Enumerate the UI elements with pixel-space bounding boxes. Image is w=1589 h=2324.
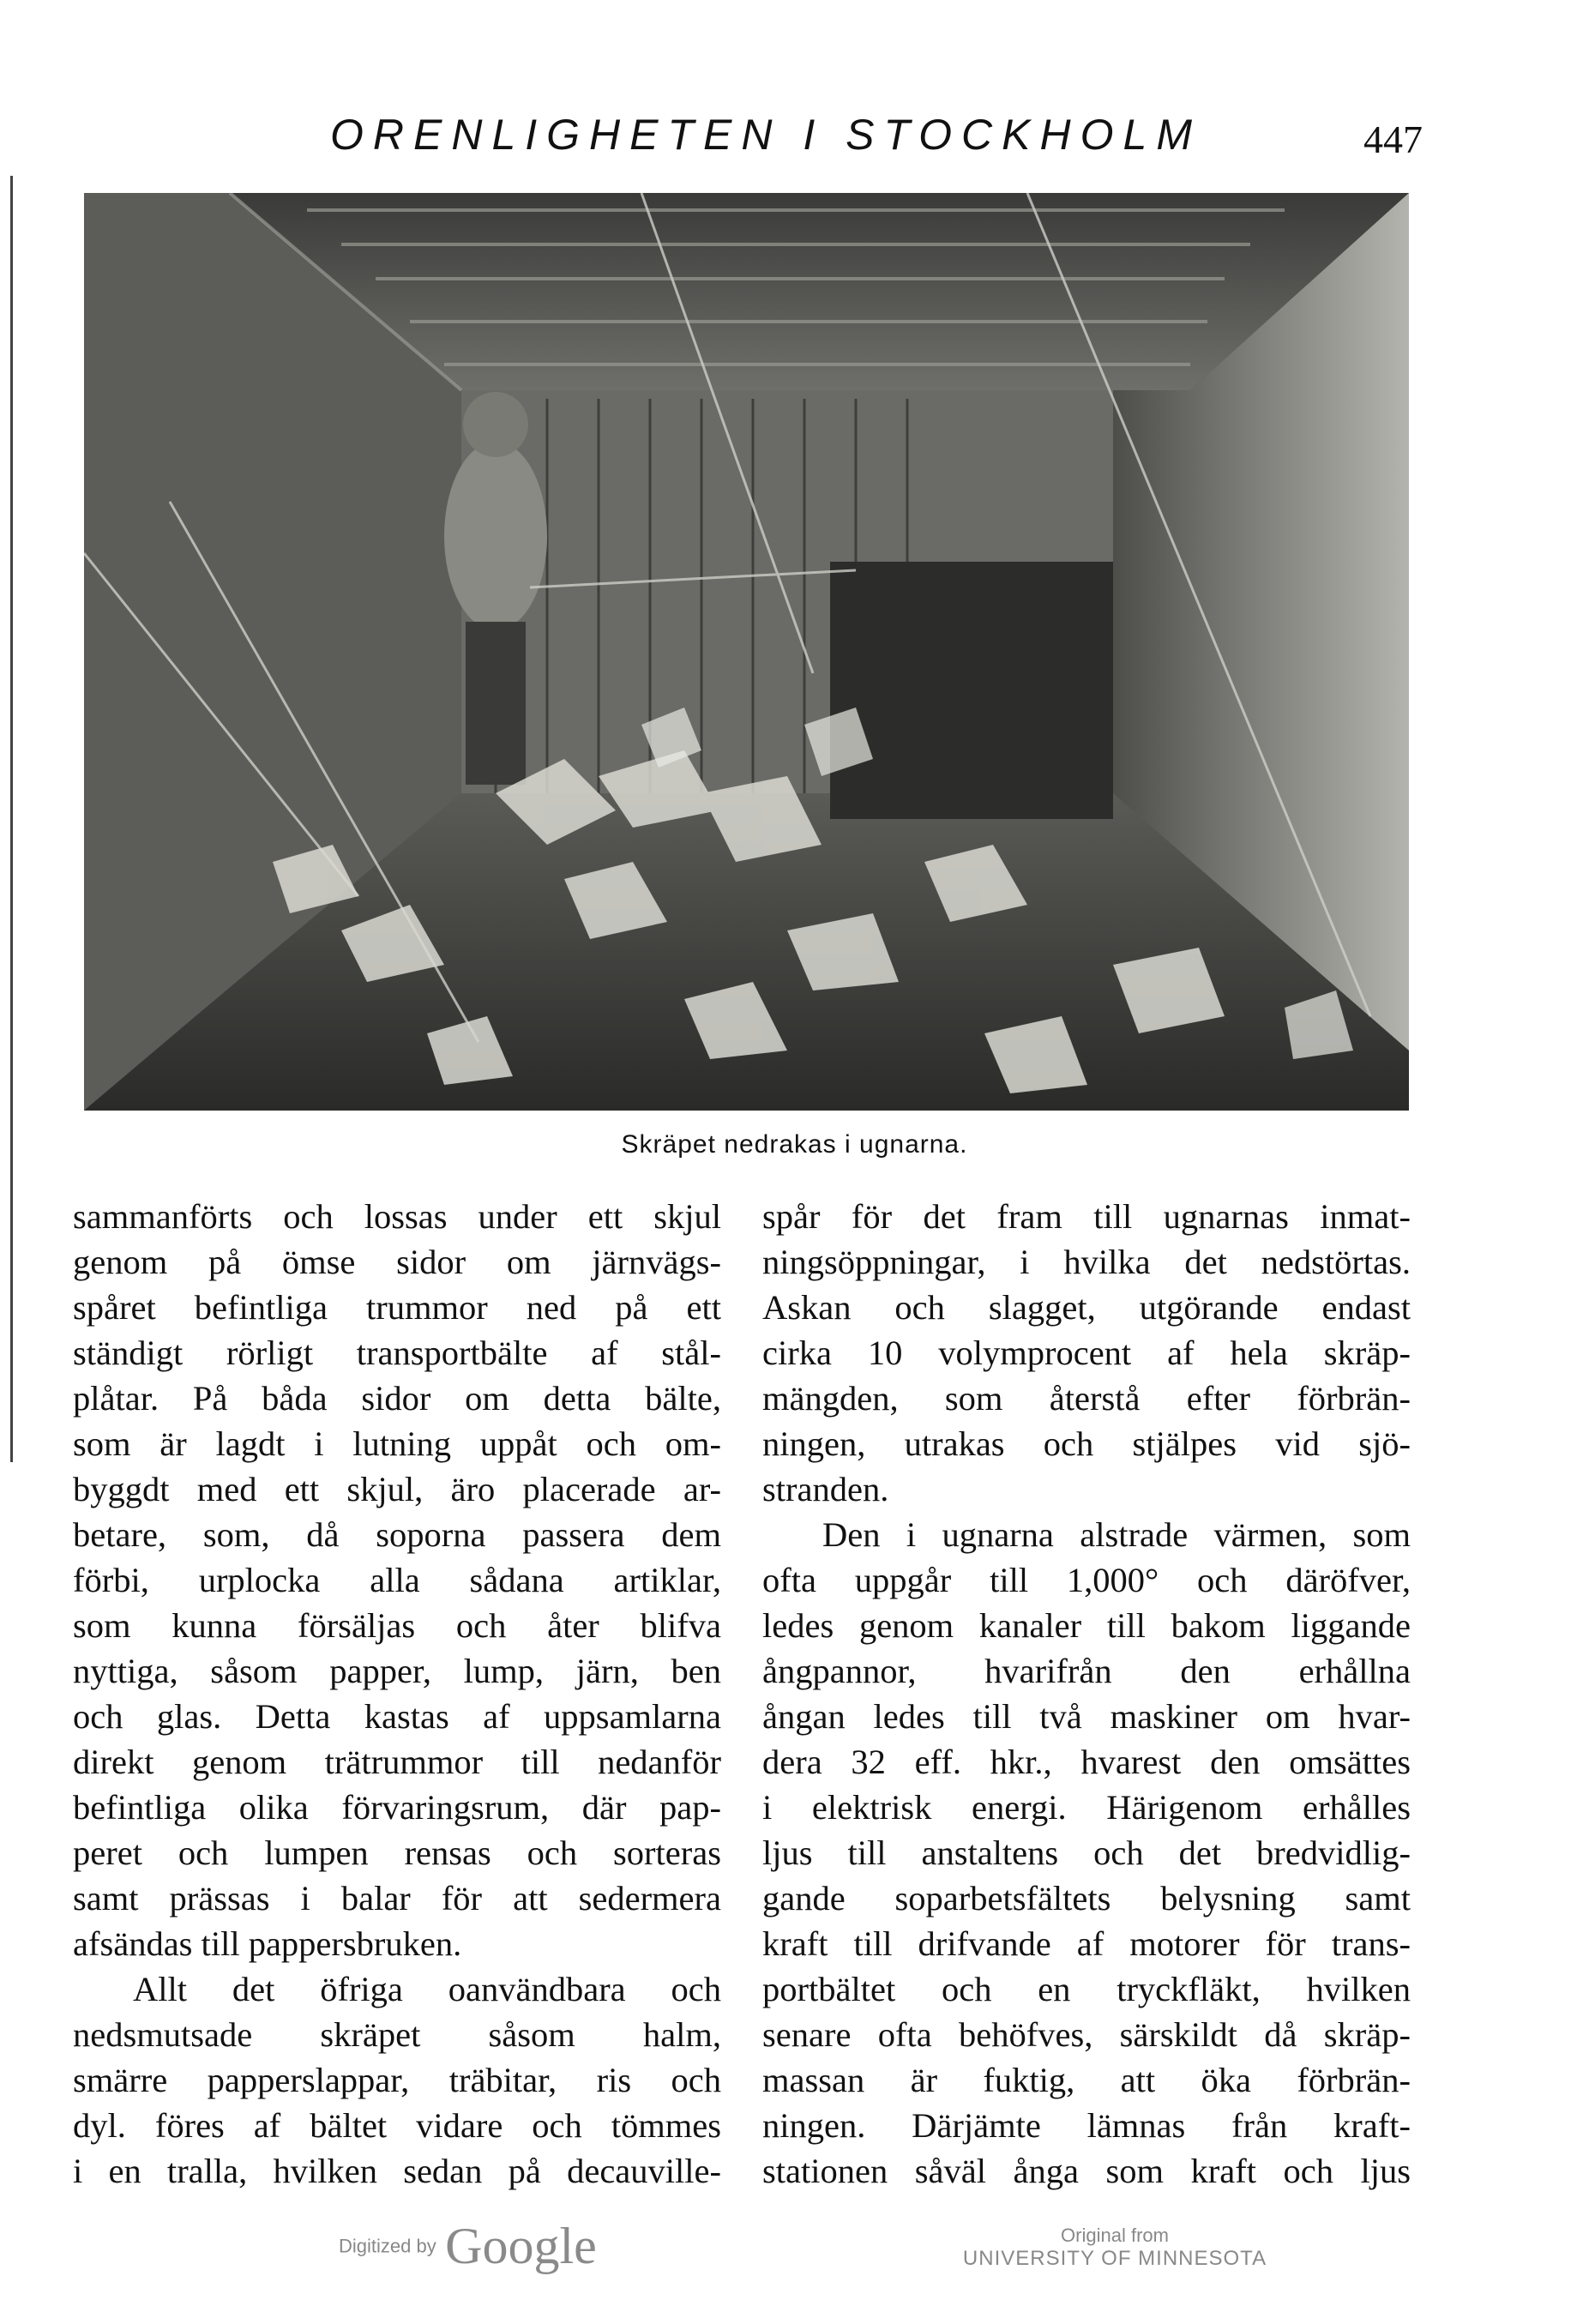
text-line: dyl. föres af bältet vidare och tömmes: [73, 2106, 721, 2145]
text-line: nyttiga, såsom papper, lump, järn, ben: [73, 1652, 721, 1690]
text-line: ljus till anstaltens och det bredvidlig-: [762, 1833, 1411, 1872]
text-line: senare ofta behöfves, särskildt då skräp-: [762, 2015, 1411, 2054]
text-line: stationen såväl ånga som kraft och ljus: [762, 2152, 1411, 2190]
text-line: och glas. Detta kastas af uppsamlarna: [73, 1697, 721, 1736]
text-line: smärre papperslappar, träbitar, ris och: [73, 2061, 721, 2099]
text-line: gande soparbetsfältets belysning samt: [762, 1879, 1411, 1918]
text-line: ångpannor, hvarifrån den erhållna: [762, 1652, 1411, 1690]
right-text-column: [762, 1194, 1411, 2194]
digitized-by-label: Digitized by: [339, 2235, 436, 2257]
text-line: dera 32 eff. hkr., hvarest den omsättes: [762, 1743, 1411, 1781]
text-line: peret och lumpen rensas och sorteras: [73, 1833, 721, 1872]
text-line: Allt det öfriga oanvändbara och: [133, 1970, 721, 2008]
text-line: som kunna försäljas och åter blifva: [73, 1606, 721, 1645]
page-number: 447: [1363, 117, 1423, 161]
text-line: ledes genom kanaler till bakom liggande: [762, 1606, 1411, 1645]
text-line: Den i ugnarna alstrade värmen, som: [822, 1515, 1411, 1554]
text-line: nedsmutsade skräpet såsom halm,: [73, 2015, 721, 2054]
text-line: sammanförts och lossas under ett skjul: [73, 1197, 721, 1236]
text-line: stranden.: [762, 1470, 889, 1508]
digitized-by-watermark: [339, 2217, 597, 2276]
text-line: förbi, urplocka alla sådana artiklar,: [73, 1561, 721, 1599]
text-line: ningsöppningar, i hvilka det nedstörtas.: [762, 1243, 1411, 1281]
text-line: Askan och slagget, utgörande endast: [762, 1288, 1411, 1327]
text-line: ångan ledes till två maskiner om hvar-: [762, 1697, 1411, 1736]
text-line: i en tralla, hvilken sedan på decauville-: [73, 2152, 721, 2190]
figure-caption: Skräpet nedrakas i ugnarna.: [621, 1130, 968, 1159]
page-edge-line: [10, 176, 13, 1462]
text-line: byggdt med ett skjul, äro placerade ar-: [73, 1470, 721, 1508]
text-line: i elektrisk energi. Härigenom erhålles: [762, 1788, 1411, 1827]
text-line: spåret befintliga trummor ned på ett: [73, 1288, 721, 1327]
text-line: direkt genom trätrummor till nedanför: [73, 1743, 721, 1781]
text-line: plåtar. På båda sidor om detta bälte,: [73, 1379, 721, 1418]
left-text-column: [73, 1194, 721, 2194]
text-line: befintliga olika förvaringsrum, där pap-: [73, 1788, 721, 1827]
text-line: ningen, utrakas och stjälpes vid sjö-: [762, 1424, 1411, 1463]
university-label: UNIVERSITY OF MINNESOTA: [962, 2247, 1267, 2270]
text-line: ningen. Därjämte lämnas från kraft-: [762, 2106, 1411, 2145]
photograph-illustration: [84, 193, 1409, 1111]
original-from-label: Original from: [1061, 2225, 1169, 2246]
running-title: ORENLIGHETEN I STOCKHOLM: [330, 111, 1201, 159]
text-line: ständigt rörligt transportbälte af stål-: [73, 1334, 721, 1372]
text-line: afsändas till pappersbruken.: [73, 1924, 462, 1963]
text-line: mängden, som återstå efter förbrän-: [762, 1379, 1411, 1418]
text-line: kraft till drifvande af motorer för trans-: [762, 1924, 1411, 1963]
text-line: betare, som, då soporna passera dem: [73, 1515, 721, 1554]
page-header: [0, 110, 1589, 170]
text-line: samt prässas i balar för att sedermera: [73, 1879, 721, 1918]
text-line: som är lagdt i lutning uppåt och om-: [73, 1424, 721, 1463]
google-logo: Google: [445, 2218, 597, 2274]
text-line: cirka 10 volymprocent af hela skräp-: [762, 1334, 1411, 1372]
text-line: portbältet och en tryckfläkt, hvilken: [762, 1970, 1411, 2008]
photograph: [84, 193, 1409, 1111]
text-line: spår för det fram till ugnarnas inmat-: [762, 1197, 1411, 1236]
text-line: genom på ömse sidor om järnvägs-: [73, 1243, 721, 1281]
text-line: massan är fuktig, att öka förbrän-: [762, 2061, 1411, 2099]
text-line: ofta uppgår till 1,000° och däröfver,: [762, 1561, 1411, 1599]
original-from-watermark: [943, 2225, 1286, 2271]
